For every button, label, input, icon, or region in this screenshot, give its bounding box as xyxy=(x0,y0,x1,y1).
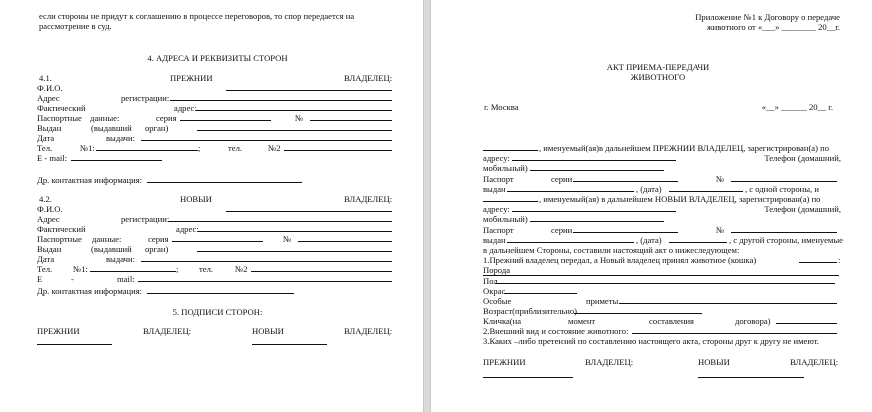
prev-owner-heading: ПРЕЖНИИ xyxy=(170,73,213,83)
p1-line-d-number: № xyxy=(716,174,725,184)
new-owner-passport-series-field[interactable] xyxy=(573,232,678,233)
prev-date-label-2: выдачи: xyxy=(106,133,135,143)
p1-line-b: адресу: xyxy=(483,153,510,163)
p1-line-e-end: , с одной стороны, и xyxy=(745,184,819,194)
prev-owner-name-field[interactable] xyxy=(483,150,538,151)
prev-owner-passport-number-field[interactable] xyxy=(731,181,837,182)
prev-email-label: E - mail: xyxy=(37,153,68,163)
prev-owner-issued-field[interactable] xyxy=(507,191,634,192)
p1-line-i: Паспорт xyxy=(483,225,514,235)
new-tel2-number-label: №2 xyxy=(235,264,248,274)
new-addr-reg-label: Адрес xyxy=(37,214,60,224)
new-passport-label-2: данные: xyxy=(92,234,122,244)
p1-line-h: мобильный) xyxy=(483,214,528,224)
sign-prev-label-2: ВЛАДЕЛЕЦ: xyxy=(143,326,192,336)
act-sign-prev-field[interactable] xyxy=(483,377,573,378)
new-passport-label: Паспортные xyxy=(37,234,82,244)
prev-addr-fact-label: Фактический xyxy=(37,103,86,113)
prev-passport-label: Паспортные xyxy=(37,113,82,123)
page-separator xyxy=(423,0,431,412)
new-addr-fact-label: Фактический xyxy=(37,224,86,234)
p1-line-i-series: серии xyxy=(551,225,573,235)
prev-issued-label: Выдан xyxy=(37,123,62,133)
p1-line-d: Паспорт xyxy=(483,174,514,184)
age-field[interactable] xyxy=(574,313,702,314)
prev-issued-label-2: (выдавший xyxy=(91,123,132,133)
new-addr-reg-field[interactable] xyxy=(168,221,392,222)
new-email-dash: - xyxy=(71,274,74,284)
contract-page-left xyxy=(0,0,423,412)
prev-tel2-field[interactable] xyxy=(284,150,392,151)
prev-issued-field[interactable] xyxy=(197,130,392,131)
nickname-label-2: момент xyxy=(568,316,596,326)
prev-addr-reg-field[interactable] xyxy=(170,100,392,101)
prev-date-field[interactable] xyxy=(141,140,392,141)
p1-line-i-number: № xyxy=(716,225,725,235)
new-email-field[interactable] xyxy=(138,281,392,282)
prev-owner-passport-series-field[interactable] xyxy=(573,181,678,182)
new-issued-label-2: (выдавший xyxy=(91,244,132,254)
intro-text: если стороны не придут к соглашению в процессе переговоров, то спор передается на xyxy=(39,11,355,21)
prev-passport-number-field[interactable] xyxy=(310,120,392,121)
p1-line-j: выдан xyxy=(483,235,506,245)
age-label: Возраст(приблизительно) xyxy=(483,306,578,316)
prev-other-contacts-field[interactable] xyxy=(147,182,302,183)
p1-line-e: выдан xyxy=(483,184,506,194)
p1-line-d-series: серии xyxy=(551,174,573,184)
prev-tel2-number-label: №2 xyxy=(268,143,281,153)
act-city: г. Москва xyxy=(484,102,519,112)
color-field[interactable] xyxy=(504,293,577,294)
prev-owner-heading-2: ВЛАДЕЛЕЦ: xyxy=(344,73,393,83)
act-title: АКТ ПРИЕМА-ПЕРЕДАЧИ xyxy=(606,62,710,72)
new-passport-series-label: серия xyxy=(148,234,169,244)
new-owner-address-field[interactable] xyxy=(512,211,676,212)
prev-owner-phone-field[interactable] xyxy=(530,170,664,171)
new-passport-series-field[interactable] xyxy=(172,241,263,242)
new-other-contacts-field[interactable] xyxy=(147,293,294,294)
p1-line-a: , именуемый(ая)в дальнейшем ПРЕЖНИИ ВЛАДЕЛЕЦ, зарегистрирован(а) по xyxy=(539,143,830,153)
p1-line-j-end: , с другой стороны, именуемые xyxy=(729,235,843,245)
p1-line-c: мобильный) xyxy=(483,163,528,173)
new-tel1-label: №1: xyxy=(73,264,88,274)
prev-passport-series-field[interactable] xyxy=(180,120,271,121)
p1-line-g-phone: Телефон (домашний, xyxy=(764,204,841,214)
new-fio-label: Ф.И.О. xyxy=(37,204,63,214)
prev-owner-number: 4.1. xyxy=(39,73,52,83)
section-5-title: 5. ПОДПИСИ СТОРОН: xyxy=(172,307,263,317)
appearance-field[interactable] xyxy=(632,333,837,334)
act-sign-new-label: НОВЫИ xyxy=(698,357,730,367)
breed-field[interactable] xyxy=(483,275,839,276)
prev-passport-series-label: серия xyxy=(156,113,177,123)
prev-tel1-field[interactable] xyxy=(96,150,198,151)
new-owner-issue-date-field[interactable] xyxy=(669,242,727,243)
section-4-title: 4. АДРЕСА И РЕКВИЗИТЫ СТОРОН xyxy=(147,53,288,63)
act-sign-new-field[interactable] xyxy=(698,377,804,378)
new-owner-phone-field[interactable] xyxy=(530,221,664,222)
new-owner-issued-field[interactable] xyxy=(507,242,634,243)
new-owner-number: 4.2. xyxy=(39,194,52,204)
features-label: Особые xyxy=(483,296,512,306)
nickname-label: Кличка(на xyxy=(483,316,522,326)
new-passport-number-field[interactable] xyxy=(298,241,392,242)
contract-page-right xyxy=(431,0,872,412)
features-label-2: приметы xyxy=(586,296,619,306)
features-field[interactable] xyxy=(619,303,837,304)
new-other-contacts-label: Др. контактная информация: xyxy=(37,286,143,296)
prev-tel2-label: тел. xyxy=(228,143,243,153)
new-owner-name-field[interactable] xyxy=(483,201,538,202)
item-3: 3.Каких –либо претензий по составлению настоящего акта, стороны друг к другу не имеют. xyxy=(483,336,819,346)
new-owner-heading-2: ВЛАДЕЛЕЦ: xyxy=(344,194,393,204)
nickname-label-4: договора) xyxy=(735,316,771,326)
prev-addr-reg-label: Адрес xyxy=(37,93,60,103)
sign-new-field[interactable] xyxy=(252,344,327,345)
new-tel1-field[interactable] xyxy=(90,271,176,272)
prev-passport-number-label: № xyxy=(295,113,304,123)
new-tel2-label: тел. xyxy=(199,264,214,274)
p1-line-j-date: , (дата) xyxy=(636,235,662,245)
prev-tel-semicolon: ; xyxy=(198,143,201,153)
intro-text-continued: рассмотрение в суд. xyxy=(39,21,112,31)
prev-addr-fact-label-2: адрес: xyxy=(174,103,197,113)
act-sign-prev-label: ПРЕЖНИИ xyxy=(483,357,526,367)
prev-tel-label: Тел. xyxy=(37,143,53,153)
prev-owner-issue-date-field[interactable] xyxy=(669,191,743,192)
p1-line-e-date: , (дата) xyxy=(636,184,662,194)
p1-line-f: , именуемый(ая) в дальнейшем НОВЫИ ВЛАДЕЛЕЦ, зарегистрирован(а) по xyxy=(539,194,821,204)
item-1-colon: : xyxy=(838,255,841,265)
item-1: 1.Прежний владелец передал, а Новый владелец принял животное (кошка) xyxy=(483,255,757,265)
p1-line-b-phone: Телефон (домашний, xyxy=(764,153,841,163)
new-passport-number-label: № xyxy=(283,234,292,244)
act-title-2: ЖИВОТНОГО xyxy=(630,72,686,82)
new-issued-label: Выдан xyxy=(37,244,62,254)
prev-addr-reg-label-2: регистрации: xyxy=(121,93,170,103)
sign-prev-label: ПРЕЖНИИ xyxy=(37,326,80,336)
item-2: 2.Внешний вид и состояние животного: xyxy=(483,326,629,336)
nickname-field[interactable] xyxy=(776,323,837,324)
new-email-label: E xyxy=(37,274,43,284)
nickname-label-3: составления xyxy=(649,316,695,326)
new-addr-fact-label-2: адрес: xyxy=(176,224,199,234)
new-owner-heading: НОВЫИ xyxy=(180,194,212,204)
sign-new-label-2: ВЛАДЕЛЕЦ: xyxy=(344,326,393,336)
p1-line-k: в дальнейшем Стороны, составили настоящий акт о нижеследующем: xyxy=(483,245,740,255)
prev-passport-label-2: данные: xyxy=(90,113,120,123)
prev-fio-label: Ф.И.О. xyxy=(37,83,63,93)
new-issued-field[interactable] xyxy=(197,251,392,252)
color-label: Окрас xyxy=(483,286,506,296)
new-date-field[interactable] xyxy=(141,261,392,262)
prev-fio-field[interactable] xyxy=(226,90,392,91)
breed-label: Порода xyxy=(483,265,511,275)
new-issued-label-3: орган) xyxy=(145,244,169,254)
act-sign-new-label-2: ВЛАДЕЛЕЦ: xyxy=(790,357,839,367)
sign-prev-field[interactable] xyxy=(37,344,112,345)
animal-type-field[interactable] xyxy=(799,262,837,263)
prev-addr-fact-field[interactable] xyxy=(196,110,392,111)
new-date-label: Дата xyxy=(37,254,55,264)
new-tel2-field[interactable] xyxy=(251,271,392,272)
new-fio-field[interactable] xyxy=(226,211,392,212)
new-tel-label: Тел. xyxy=(37,264,53,274)
new-addr-fact-field[interactable] xyxy=(198,231,392,232)
new-date-label-2: выдачи: xyxy=(106,254,135,264)
appendix-header-2: животного от «___» ________ 20__г. xyxy=(706,22,840,32)
prev-tel1-label: №1: xyxy=(80,143,95,153)
act-date: «__» ______ 20__ г. xyxy=(761,102,833,112)
sign-new-label: НОВЫИ xyxy=(252,326,284,336)
new-email-label-2: mail: xyxy=(117,274,135,284)
prev-owner-address-field[interactable] xyxy=(512,160,676,161)
sex-label: Пол xyxy=(483,276,498,286)
prev-date-label: Дата xyxy=(37,133,55,143)
sex-field[interactable] xyxy=(495,283,835,284)
appendix-header: Приложение №1 к Договору о передаче xyxy=(695,12,840,22)
p1-line-g: адресу: xyxy=(483,204,510,214)
prev-other-contacts-label: Др. контактная информация: xyxy=(37,175,143,185)
new-tel-semicolon: ; xyxy=(176,264,179,274)
act-sign-prev-label-2: ВЛАДЕЛЕЦ: xyxy=(585,357,634,367)
new-owner-passport-number-field[interactable] xyxy=(731,232,837,233)
prev-email-field[interactable] xyxy=(71,160,162,161)
new-addr-reg-label-2: регистрации: xyxy=(121,214,170,224)
prev-issued-label-3: орган) xyxy=(145,123,169,133)
